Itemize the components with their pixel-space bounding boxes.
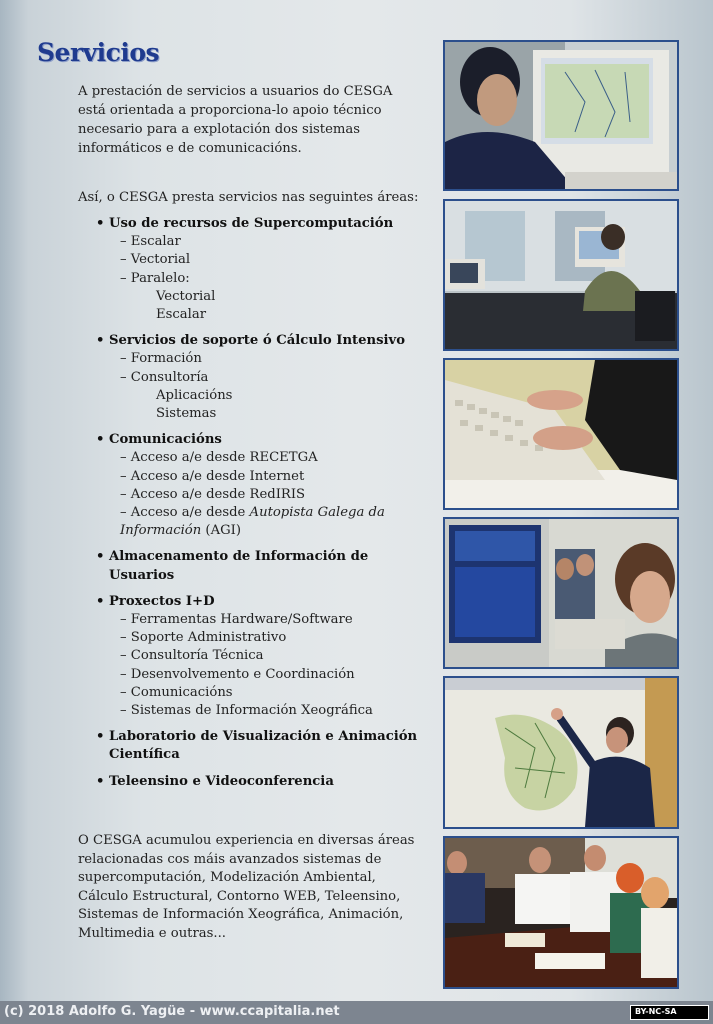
list-item: – Sistemas de Información Xeográfica (120, 703, 373, 719)
section-heading: • Servicios de soporte ó Cálculo Intensivo (96, 333, 406, 349)
section-heading: • Teleensino e Videoconferencia (96, 773, 334, 789)
services-list (96, 215, 431, 791)
copyright-bar (0, 1001, 713, 1024)
list-item: – Paralelo: (120, 270, 190, 286)
photo-keyboard-typing (443, 358, 679, 510)
list-item: – Vectorial (120, 252, 191, 268)
list-item: – Desenvolvemento e Coordinación (120, 666, 355, 682)
list-item: – Consultoría Técnica (120, 648, 264, 664)
photo-workstation-map (443, 40, 679, 191)
section-heading: • Uso de recursos de Supercomputación (96, 216, 394, 231)
list-subitem: Escalar (156, 307, 207, 323)
list-item: – Comunicacións (120, 684, 233, 700)
list-subitem: Sistemas (156, 406, 217, 422)
page-title: Servicios (37, 38, 160, 67)
intro-paragraph: A prestación de servicios a usuarios do CESGA está orientada a proporciona-lo apoio técnico necesario para a explotación dos sistemas informáticos e de comunicacións. (78, 84, 393, 156)
areas-intro: Así, o CESGA presta servicios nas seguintes áreas: (78, 190, 419, 205)
list-item: – Acceso a/e desde Internet (120, 468, 305, 484)
section-heading: • Proxectos I+D (96, 593, 215, 609)
list-item: – Consultoría (120, 369, 209, 385)
photo-meeting-table (443, 836, 679, 989)
list-item: – Formación (120, 351, 202, 367)
photo-map-presentation (443, 676, 679, 829)
photo-computer-room (443, 199, 679, 351)
list-item: – Acceso a/e desde RedIRIS (120, 486, 306, 502)
list-subitem: Vectorial (156, 288, 216, 304)
closing-paragraph: O CESGA acumulou experiencia en diversas áreas relacionadas cos máis avanzados sistemas de supercomputación, Modelización Ambiental, Cálculo Estructural, Contorno WEB, Teleensino, Sistemas de Información Xeográfica, Animación, Multimedia e outras... (78, 833, 415, 941)
list-item: – Ferramentas Hardware/Software (120, 612, 353, 628)
photo-monitors-team (443, 517, 679, 669)
section-heading: • Comunicacións (96, 432, 222, 448)
list-subitem: Aplicacións (156, 387, 233, 403)
list-item: – Acceso a/e desde Autopista Galega da Información (AGI) (120, 505, 385, 539)
list-item: – Acceso a/e desde RECETGA (120, 450, 318, 466)
copyright-text: (c) 2018 Adolfo G. Yagüe - www.ccapitalia.net (4, 1004, 340, 1019)
section-heading: • Almacenamento de Información de Usuarios (96, 549, 369, 583)
section-heading: • Laboratorio de Visualización e Animación Científica (96, 729, 418, 763)
list-item: – Soporte Administrativo (120, 630, 287, 646)
list-item: – Escalar (120, 234, 181, 250)
cc-license-badge: BY-NC-SA (630, 1005, 709, 1020)
